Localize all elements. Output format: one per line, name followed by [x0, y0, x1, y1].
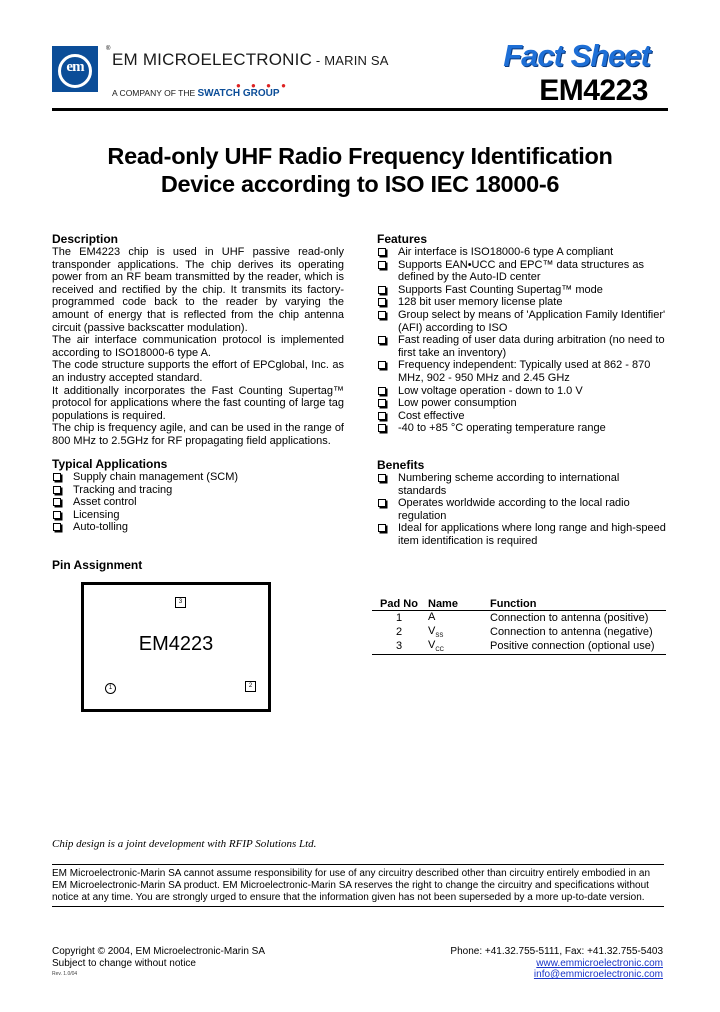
column-header: Pad No: [372, 597, 426, 611]
pin-name: A: [428, 611, 436, 623]
pad-2: 2: [245, 681, 256, 692]
footer-left: [52, 946, 265, 981]
company-tagline: [112, 88, 280, 99]
list-item: Tracking and tracing: [52, 484, 344, 497]
list-item: Air interface is ISO18000-6 type A compliant: [377, 246, 667, 259]
chip-label: EM4223: [138, 633, 214, 655]
description-paragraph: It additionally incorporates the Fast Counting Supertag™ protocol for applications where the fast counting of large tag populations is required.: [52, 384, 344, 422]
copyright: Copyright © 2004, EM Microelectronic-Marin SA: [52, 946, 265, 957]
function-cell: Positive connection (optional use): [490, 639, 666, 654]
joint-development-note: Chip design is a joint development with RFIP Solutions Ltd.: [52, 838, 317, 850]
applications-list: [52, 471, 344, 534]
list-item: Supports Fast Counting Supertag™ mode: [377, 284, 667, 297]
applications-section: [52, 457, 344, 534]
company-logo: [52, 46, 98, 100]
column-header: Name: [426, 597, 490, 611]
list-item: Fast reading of user data during arbitration (no need to first take an inventory): [377, 334, 667, 359]
pad-3: 3: [175, 597, 186, 608]
list-item: Numbering scheme according to international standards: [377, 472, 667, 497]
pin-name: V: [428, 639, 436, 652]
email-link[interactable]: info@emmicroelectronic.com: [533, 969, 663, 980]
features-section: [377, 232, 667, 435]
pad-cell: 1: [395, 612, 403, 625]
description-paragraph: The code structure supports the effort of EPCglobal, Inc. as an industry accepted standard.: [52, 359, 344, 384]
table-row: [372, 611, 666, 626]
description-section: [52, 232, 344, 448]
list-item: Supports EAN•UCC and EPC™ data structures as defined by the Auto-ID center: [377, 259, 667, 284]
list-item: Auto-tolling: [52, 521, 344, 534]
title-line-1: Read-only UHF Radio Frequency Identification: [107, 143, 613, 169]
company-suffix: - MARIN SA: [312, 53, 389, 68]
name-cell: [426, 611, 490, 626]
swatch-dots-icon: ● ● ● ●: [236, 81, 290, 90]
list-item: -40 to +85 °C operating temperature range: [377, 422, 667, 435]
chip-diagram: [81, 582, 271, 712]
website-link[interactable]: www.emmicroelectronic.com: [536, 957, 663, 969]
revision: Rev. 1.0/04: [52, 971, 78, 977]
pin-assignment-heading: Pin Assignment: [52, 558, 143, 572]
tagline-prefix: A COMPANY OF THE: [112, 88, 196, 98]
name-cell: [426, 639, 490, 654]
pad-cell: 3: [372, 639, 426, 654]
applications-heading: Typical Applications: [52, 457, 168, 471]
benefits-section: [377, 458, 667, 548]
model-number: EM4223: [539, 74, 648, 107]
benefits-list: [377, 472, 667, 548]
list-item: Asset control: [52, 496, 344, 509]
table-row: [372, 625, 666, 639]
benefits-heading: Benefits: [377, 458, 425, 472]
fact-sheet-label: Fact Sheet: [503, 38, 650, 73]
footer-right: [420, 946, 663, 981]
document-title: [52, 142, 668, 198]
pin-table-wrapper: [372, 597, 666, 655]
header-rule: [52, 108, 668, 111]
logo-text: em: [66, 59, 84, 75]
registered-mark: ®: [106, 46, 111, 52]
list-item: Ideal for applications where long range and high-speed item identification is required: [377, 522, 667, 547]
description-heading: Description: [52, 232, 119, 246]
pin-name-sub: CC: [435, 647, 445, 654]
list-item: Group select by means of 'Application Family Identifier' (AFI) according to ISO: [377, 309, 667, 334]
description-paragraph: The air interface communication protocol is implemented according to ISO18000-6 type A.: [52, 334, 344, 359]
company-name: [112, 50, 389, 70]
list-item: Supply chain management (SCM): [52, 471, 344, 484]
description-paragraph: The EM4223 chip is used in UHF passive read-only transponder applications. The chip derives its operating power from an RF beam transmitted by the reader, which is received and rectified by the chip. It transmits its factory-programmed code back to the reader by varying the amount of energy that is reflected from the chip antenna circuit (passive backscatter modulation).: [52, 246, 344, 334]
list-item: Frequency independent: Typically used at 862 - 870 MHz, 902 - 950 MHz and 2.45 GHz: [377, 359, 667, 384]
description-paragraph: The chip is frequency agile, and can be used in the range of 800 MHz to 2.5GHz for RF propagating field applications.: [52, 422, 344, 447]
list-item: Operates worldwide according to the local radio regulation: [377, 497, 667, 522]
logo-bar: [52, 92, 98, 100]
list-item: Low power consumption: [377, 397, 667, 410]
swatch-group-brand: SWATCH GROUP: [197, 88, 280, 99]
title-line-2: Device according to ISO IEC 18000-6: [160, 171, 560, 197]
list-item: Licensing: [52, 509, 344, 522]
pin-name: V: [428, 625, 436, 638]
features-heading: Features: [377, 232, 428, 246]
column-header: Function: [490, 597, 666, 611]
function-cell: Connection to antenna (positive): [490, 612, 649, 625]
pin-table: [372, 597, 666, 655]
company-main: EM MICROELECTRONIC: [112, 50, 313, 69]
pin-name-sub: SS: [435, 633, 444, 640]
table-row: [372, 639, 666, 654]
list-item: Low voltage operation - down to 1.0 V: [377, 385, 667, 398]
pad-cell: 2: [395, 626, 403, 639]
pad-1: 1: [105, 683, 116, 694]
function-cell: Connection to antenna (negative): [490, 626, 653, 639]
list-item: 128 bit user memory license plate: [377, 296, 667, 309]
features-list: [377, 246, 667, 435]
subject-notice: Subject to change without notice: [52, 957, 196, 969]
contact-phone: Phone: +41.32.755-5111, Fax: +41.32.755-5403: [450, 946, 663, 957]
disclaimer: EM Microelectronic-Marin SA cannot assume responsibility for use of any circuitry described other than circuitry entirely embodied in an EM Microelectronic-Marin SA product. EM Microelectronic-Marin SA reserves the right to change the circuitry and specifications without notice at any time. You are strongly urged to ensure that the information given has not been superseded by a more up-to-date version.: [52, 864, 664, 907]
list-item: Cost effective: [377, 410, 667, 423]
name-cell: [426, 625, 490, 639]
table-header-row: [372, 597, 666, 611]
